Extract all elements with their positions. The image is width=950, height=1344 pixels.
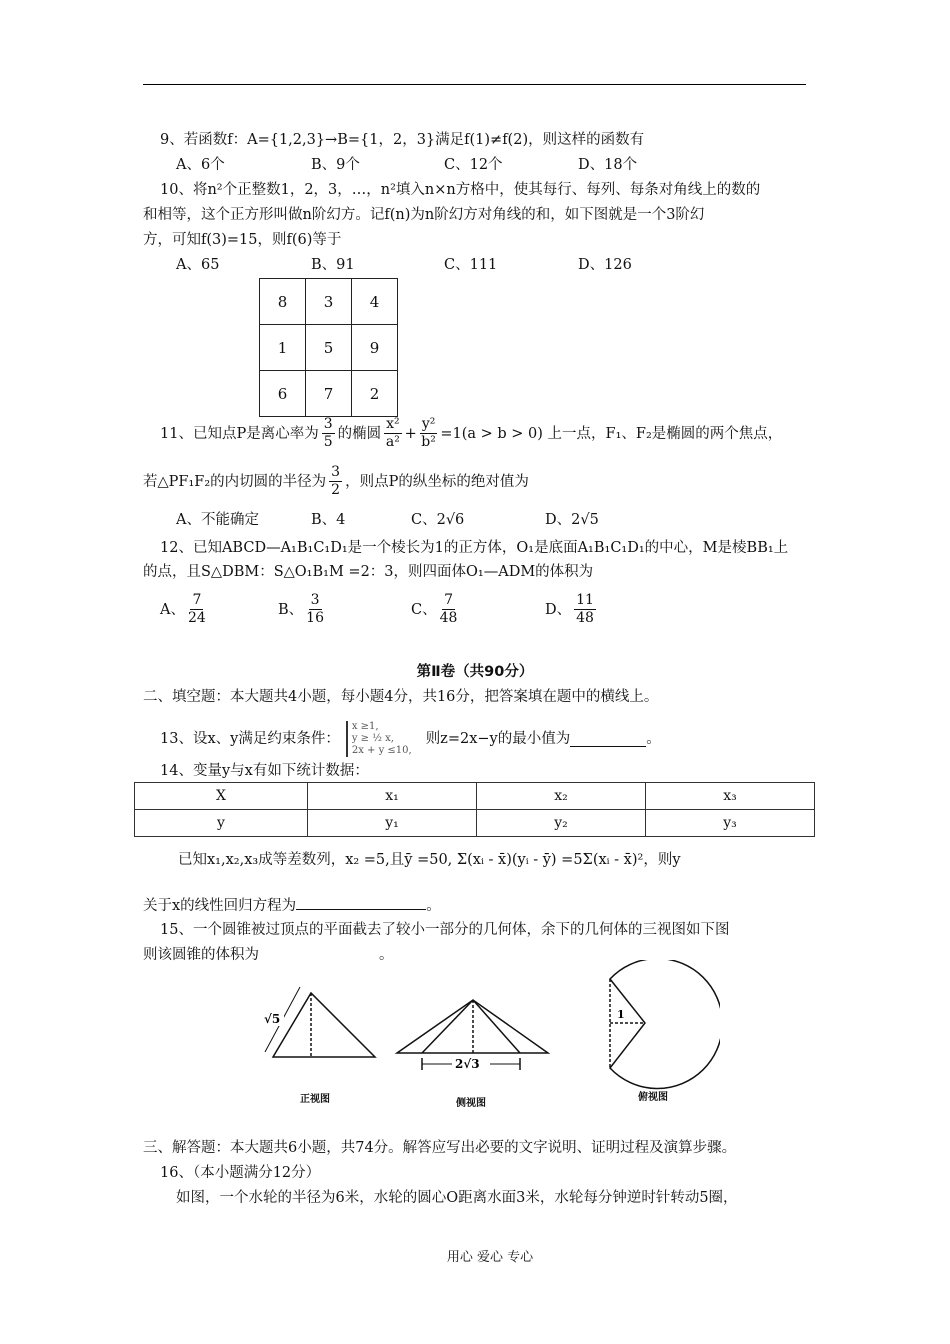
period: 。 — [379, 947, 394, 963]
constraint: x ≥1, — [351, 721, 379, 732]
numerator: 7 — [444, 592, 453, 608]
magic-cell: 1 — [260, 325, 306, 371]
constraint-system — [346, 721, 412, 757]
side-length-label: 2√3 — [455, 1057, 480, 1071]
numerator: 3 — [310, 592, 320, 608]
q15-text: 则该圆锥的体积为 — [143, 947, 259, 963]
answer-blank — [296, 895, 426, 910]
magic-cell: 2 — [352, 371, 398, 417]
denominator: 24 — [187, 610, 206, 626]
option-fraction — [574, 592, 596, 627]
period: 。 — [646, 731, 661, 747]
q9-option-b: B、9个 — [311, 157, 360, 173]
section2-title: 第Ⅱ卷（共90分） — [416, 664, 534, 680]
period: 。 — [426, 898, 441, 914]
q9-option-a: A、6个 — [176, 157, 225, 173]
option-fraction — [188, 592, 206, 627]
q14-stem: 14、变量y与x有如下统计数据： — [160, 763, 369, 779]
q10-line2: 和相等，这个正方形叫做n阶幻方。记f(n)为n阶幻方对角线的和，如下图就是一个3阶幻 — [143, 207, 705, 223]
front-view-triangle — [273, 993, 375, 1057]
q12-option-a — [160, 592, 209, 627]
eccentricity-fraction — [322, 416, 335, 451]
table-cell: x₂ — [477, 783, 646, 810]
q10-option-d: D、126 — [578, 257, 632, 273]
q12-line2: 的点，且S△DBM：S△O₁B₁M =2：3，则四面体O₁—ADM的体积为 — [143, 564, 594, 580]
magic-cell: 5 — [306, 325, 352, 371]
table-cell: y₃ — [646, 810, 815, 837]
q10-option-c: C、111 — [444, 257, 498, 273]
q13 — [160, 721, 661, 757]
q9-stem: 9、若函数f：A={1,2,3}→B={1，2，3}满足f(1)≠f(2)，则这样的函数有 — [160, 132, 645, 148]
header-rule — [143, 84, 806, 85]
section2-intro: 二、填空题：本大题共4小题，每小题4分，共16分，把答案填在题中的横线上。 — [143, 689, 659, 705]
option-label: D、 — [545, 601, 572, 618]
side-view-caption: 侧视图 — [456, 1098, 486, 1109]
q10-option-a: A、65 — [176, 257, 220, 273]
magic-cell: 7 — [306, 371, 352, 417]
q12-option-b — [278, 592, 327, 627]
constraint: 2x + y ≤10, — [351, 745, 412, 756]
q11-line2 — [143, 464, 529, 499]
top-view-caption: 俯视图 — [638, 1092, 668, 1103]
q14-ask-text: 关于x的线性回归方程为 — [143, 898, 297, 914]
numerator: 7 — [192, 592, 202, 608]
front-length-label: √5 — [264, 1012, 281, 1026]
q11-text: ，则点P的纵坐标的绝对值为 — [345, 473, 529, 490]
top-length-label: 1 — [617, 1008, 625, 1021]
q16-body: 如图，一个水轮的半径为6米，水轮的圆心O距离水面3米，水轮每分钟逆时针转动5圈， — [176, 1190, 738, 1206]
table-row — [135, 810, 815, 837]
option-label: A、 — [160, 601, 185, 618]
q12-option-c — [411, 592, 460, 627]
magic-square — [259, 278, 398, 417]
q10-option-b: B、91 — [311, 257, 355, 273]
magic-cell: 9 — [352, 325, 398, 371]
denominator: 5 — [323, 434, 333, 450]
q12-line1: 12、已知ABCD—A₁B₁C₁D₁是一个棱长为1的正方体，O₁是底面A₁B₁C₁D₁的中心，M是棱BB₁上 — [160, 540, 789, 556]
q11-text: 若△PF₁F₂的内切圆的半径为 — [143, 473, 327, 490]
q11-option-d: D、2√5 — [545, 512, 599, 528]
constraint: y ≥ ½ x, — [351, 733, 394, 744]
q11-option-b: B、4 — [311, 512, 346, 528]
q11-text: =1(a > b > 0) 上一点，F₁、F₂是椭圆的两个焦点， — [440, 425, 783, 442]
q10-line3: 方，可知f(3)=15，则f(6)等于 — [143, 232, 342, 248]
option-fraction — [440, 592, 458, 627]
magic-cell: 4 — [352, 279, 398, 325]
option-fraction — [306, 592, 324, 627]
magic-cell: 8 — [260, 279, 306, 325]
table-cell: x₃ — [646, 783, 815, 810]
numerator: x² — [386, 416, 400, 432]
y-fraction — [420, 416, 438, 451]
q10-line1: 10、将n²个正整数1，2，3，…，n²填入n×n方格中，使其每行、每列、每条对角线上的数的 — [160, 182, 761, 198]
q11-text: 11、已知点P是离心率为 — [160, 425, 319, 442]
option-label: C、 — [411, 601, 437, 618]
numerator: 3 — [323, 416, 333, 432]
radius-fraction — [329, 464, 342, 499]
denominator: 2 — [331, 482, 341, 498]
statistics-table — [134, 782, 815, 837]
q15-line1: 15、一个圆锥被过顶点的平面截去了较小一部分的几何体，余下的几何体的三视图如下图 — [160, 922, 730, 938]
top-view-sector — [610, 960, 720, 1089]
denominator: 48 — [439, 610, 458, 626]
numerator: 11 — [576, 592, 594, 608]
page-footer: 用心 爱心 专心 — [446, 1250, 534, 1265]
q16-head: 16、（本小题满分12分） — [160, 1165, 321, 1181]
table-cell: y₂ — [477, 810, 646, 837]
q12-option-d — [545, 592, 599, 627]
plus: + — [404, 425, 417, 442]
magic-cell: 3 — [306, 279, 352, 325]
table-cell: y₁ — [308, 810, 477, 837]
q9-option-d: D、18个 — [578, 157, 638, 173]
numerator: y² — [421, 416, 436, 432]
q9-option-c: C、12个 — [444, 157, 503, 173]
answer-blank — [570, 732, 646, 747]
table-row — [135, 783, 815, 810]
denominator: a² — [385, 434, 400, 450]
front-view-caption: 正视图 — [300, 1094, 330, 1105]
x-fraction — [384, 416, 402, 451]
q14-ask — [143, 895, 441, 916]
table-cell: y — [135, 810, 308, 837]
q11-option-a: A、不能确定 — [176, 512, 259, 528]
q13-text: 则z=2x−y的最小值为 — [425, 731, 571, 747]
q11-line1 — [160, 416, 782, 451]
q11-option-c: C、2√6 — [411, 512, 465, 528]
q13-text: 13、设x、y满足约束条件： — [160, 731, 340, 747]
option-label: B、 — [278, 601, 304, 618]
magic-cell: 6 — [260, 371, 306, 417]
table-cell: x₁ — [308, 783, 477, 810]
section3-intro: 三、解答题：本大题共6小题，共74分。解答应写出必要的文字说明、证明过程及演算步骤。 — [143, 1140, 737, 1156]
numerator: 3 — [331, 464, 341, 480]
q14-given: 已知x₁,x₂,x₃成等差数列，x₂ =5,且ȳ =50, Σ(xᵢ - x̄)(yᵢ - ȳ) =5Σ(xᵢ - x̄)²，则y — [178, 852, 681, 868]
three-view-figures — [240, 960, 720, 1090]
table-cell: X — [135, 783, 308, 810]
q11-text: 的椭圆 — [337, 425, 382, 442]
denominator: 48 — [576, 610, 594, 626]
denominator: 16 — [306, 610, 324, 626]
denominator: b² — [421, 434, 436, 450]
